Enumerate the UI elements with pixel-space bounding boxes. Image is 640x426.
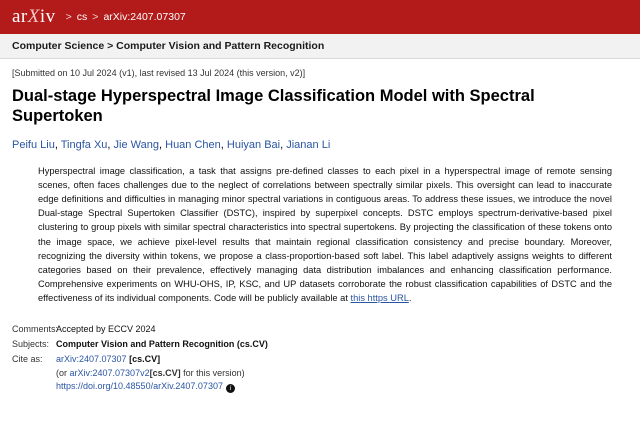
author-sep: , (54, 138, 61, 151)
paper-metadata (12, 323, 628, 394)
author-link[interactable]: Jianan Li (286, 138, 331, 151)
logo-chi: X (27, 5, 40, 27)
breadcrumb-separator-1: > (65, 11, 72, 23)
author-link[interactable]: Huiyan Bai (226, 138, 281, 151)
author-sep: , (107, 138, 114, 151)
breadcrumb-current-id: arXiv:2407.07307 (103, 11, 186, 23)
comments-value: Accepted by ECCV 2024 (56, 324, 156, 335)
cite-version-prefix: (or (56, 367, 67, 378)
logo-text-after: iv (39, 5, 56, 27)
cite-primary-line (56, 353, 628, 367)
abstract-code-link[interactable]: this https URL (350, 293, 409, 304)
submission-history: [Submitted on 10 Jul 2024 (v1), last revised 13 Jul 2024 (this version, v2)] (12, 68, 306, 78)
author-sep: , (220, 138, 227, 151)
subjects-label: Subjects: (12, 339, 50, 350)
author-sep: , (159, 138, 166, 151)
author-link[interactable]: Jie Wang (113, 138, 159, 151)
author-link[interactable]: Peifu Liu (12, 138, 55, 151)
author-list (12, 138, 628, 152)
site-header (0, 0, 640, 34)
cite-arxiv-id-link[interactable]: arXiv:2407.07307 (56, 354, 127, 365)
cite-value (56, 353, 628, 394)
metadata-row-comments (12, 323, 628, 336)
author-link[interactable]: Huan Chen (165, 138, 221, 151)
breadcrumb (66, 11, 186, 23)
comments-label: Comments: (12, 324, 59, 335)
subjects-value: Computer Vision and Pattern Recognition (cs.CV) (56, 339, 268, 350)
cite-doi-line (56, 380, 628, 394)
author-link[interactable]: Tingfa Xu (60, 138, 108, 151)
cite-label: Cite as: (12, 354, 43, 365)
abstract-text (38, 164, 612, 305)
metadata-row-subjects (12, 338, 628, 351)
cite-version-class: [cs.CV] (149, 367, 181, 378)
info-icon[interactable]: i (226, 384, 235, 393)
cite-version-link[interactable]: arXiv:2407.07307v2 (69, 367, 150, 378)
cite-version-line (56, 367, 628, 381)
subject-band: Computer Science > Computer Vision and Pattern Recognition (0, 34, 640, 59)
abstract-tail: . (408, 293, 412, 304)
author-sep: , (280, 138, 287, 151)
cite-primary-class: [cs.CV] (129, 354, 161, 365)
doi-link[interactable]: https://doi.org/10.48550/arXiv.2407.07307 (56, 381, 223, 392)
cite-version-suffix: for this version) (183, 367, 245, 378)
page-title: Dual-stage Hyperspectral Image Classification Model with Spectral Supertoken (12, 87, 535, 125)
metadata-row-cite (12, 353, 628, 394)
breadcrumb-separator-2: > (92, 11, 99, 23)
logo-text-before: ar (12, 5, 28, 27)
arxiv-logo[interactable] (12, 7, 56, 26)
paper-content (0, 59, 640, 394)
abstract-body: Hyperspectral image classification, a task that assigns pre-defined classes to each pixel in a hyperspectral image of remote sensing scenes, often faces challenges due to the neglect of correlations between spectrally similar pixels. This oversight can lead to inaccurate edge definitions and difficulties in managing minor spectral variations in contiguous areas. To address these issues, we introduce the novel Dual-stage Spectral Supertoken Classifier (DSTC), inspired by superpixel concepts. DSTC employs spectrum-derivative-based pixel clustering to group pixels with similar spectral characteristics into spectral supertokens. By projecting the classification of these tokens onto the image space, we achieve pixel-level results that maintain regional classification consistency and precise boundary. Moreover, recognizing the diversity within tokens, we propose a class-proportion-based soft label. This label adaptively assigns weights to different categories based on their prevalence, effectively managing data distribution imbalances and enhancing classification performance. Comprehensive experiments on WHU-OHS, IP, KSC, and UP datasets corroborate the robust classification capabilities of DSTC and the effectiveness of its individual components. Code will be publicly available at (38, 165, 612, 304)
breadcrumb-link-cs[interactable]: cs (76, 11, 88, 23)
